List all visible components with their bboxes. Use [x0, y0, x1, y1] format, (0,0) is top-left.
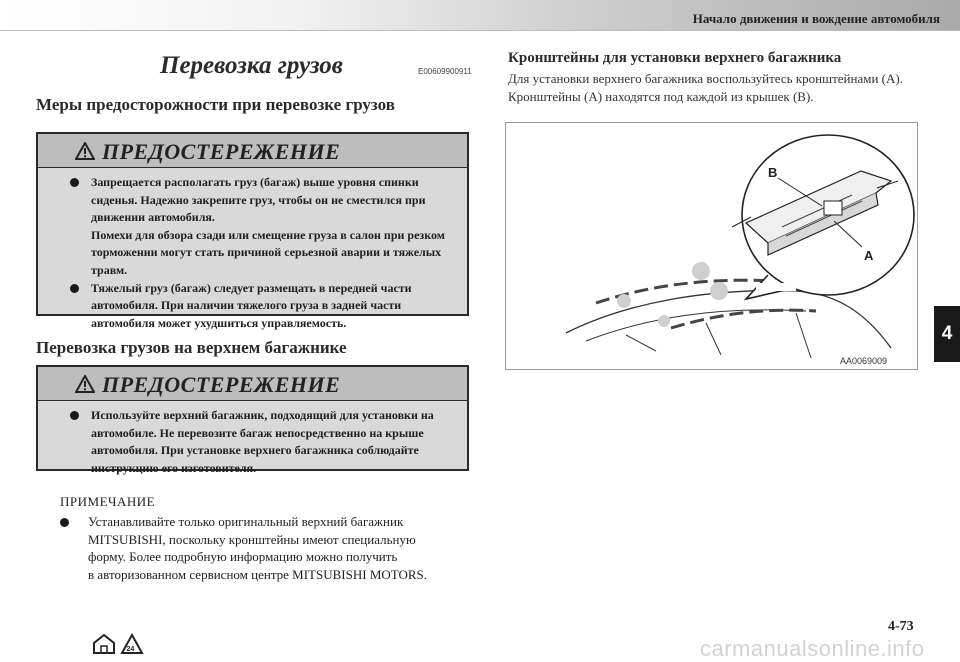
warning-item: Используйте верхний багажник, подходящий для установки на автомобиле. Не перевозите багаж непосредственно на крыше автомобиля. При установке верхнего багажника соблюдайте инструкцию его изготовителя. [38, 407, 467, 477]
section-heading-roof-rack: Перевозка грузов на верхнем багажнике [36, 338, 347, 357]
label-a: A [864, 248, 874, 263]
footer-icons [92, 633, 162, 660]
roof-bracket-illustration [505, 122, 918, 370]
warning-title: ПРЕДОСТЕРЕЖЕНИЕ [102, 372, 341, 397]
header-title: Начало движения и вождение автомобиля [692, 11, 940, 26]
note-item: Устанавливайте только оригинальный верхний багажник MITSUBISHI, поскольку кронштейны имеют специальную форму. Более подробную информацию можно получить в авторизованном сервисном центре MITSUBISHI MOTORS. [60, 513, 470, 583]
brackets-text: Для установки верхнего багажника воспользуйтесь кронштейнами (A). Кронштейны (A) находятся под каждой из крышек (B). [508, 71, 903, 104]
warning-header [38, 367, 467, 401]
roof-bracket-drawing [506, 123, 917, 369]
brackets-heading: Кронштейны для установки верхнего багажника [508, 50, 842, 66]
warning-triangle-icon [75, 375, 95, 393]
warning-title: ПРЕДОСТЕРЕЖЕНИЕ [102, 139, 341, 164]
warning-header [38, 134, 467, 168]
warning-body [38, 407, 467, 477]
figure-code: AA0069009 [840, 356, 888, 366]
warning-box-roof-rack [36, 365, 469, 475]
watermark: carmanualsonline.info [700, 636, 925, 661]
bullet-icon [70, 284, 79, 293]
doc-code: E00609900911 [418, 67, 472, 76]
bullet-icon [60, 518, 69, 527]
label-b: B [768, 165, 778, 180]
chapter-tab[interactable]: 4 [934, 306, 960, 362]
bullet-icon [70, 411, 79, 420]
warning-item: Запрещается располагать груз (багаж) выше уровня спинки сиденья. Надежно закрепите груз, чтобы он не сместился при движении автомобиля. Помехи для обзора сзади или смещение груза в салон при резком торможении могут стать причиной серьезной аварии и тяжелых травм. [38, 174, 467, 280]
section-heading-precautions: Меры предосторожности при перевозке грузов [36, 95, 395, 114]
svg-text:24: 24 [126, 646, 135, 653]
bullet-icon [70, 178, 79, 187]
warning-triangle-icon [75, 142, 95, 160]
page-title: Перевозка грузов [160, 52, 343, 79]
warning-body [38, 174, 467, 332]
book-24-icon[interactable] [122, 635, 142, 653]
header-rule [0, 30, 960, 31]
warning-box-precautions [36, 132, 469, 330]
page-number: 4-73 [888, 619, 914, 634]
note-heading: ПРИМЕЧАНИЕ [60, 494, 156, 509]
home-icon[interactable] [94, 635, 114, 653]
warning-item: Тяжелый груз (багаж) следует размещать в передней части автомобиля. При наличии тяжелого груза в задней части автомобиля может ухудшиться управляемость. [38, 280, 467, 333]
